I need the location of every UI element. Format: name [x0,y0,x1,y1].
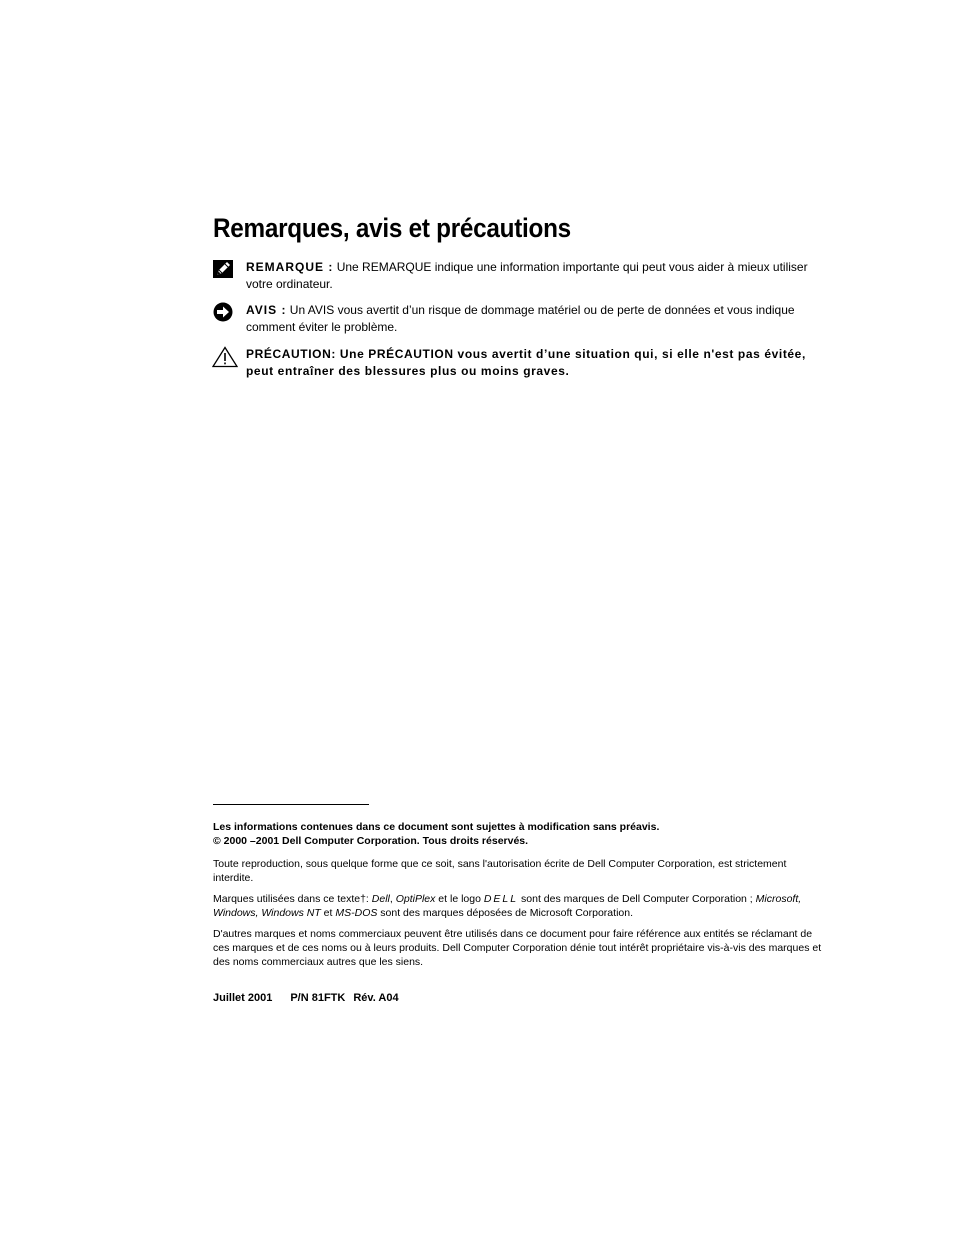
page-title: Remarques, avis et précautions [213,213,571,243]
note-text: Une REMARQUE indique une information importante qui peut vous aider à mieux utiliser votre ordinateur. [246,260,808,291]
trademark-logo-text: et le logo [435,893,484,905]
trademark-msdos: MS-DOS [335,907,378,919]
trademark-and: et [320,907,336,919]
dell-logo: DELL [483,893,519,905]
notice-label: AVIS : [246,303,287,317]
caution-label: PRÉCAUTION: [246,347,336,361]
note-block [212,259,812,293]
notice-block [212,302,812,336]
legal-copyright: © 2000 –2001 Dell Computer Corporation. Tous droits réservés. [213,835,529,847]
trademark-sep: , [389,893,396,905]
pencil-note-icon [212,259,236,281]
footer-revision: Rév. A04 [353,992,399,1004]
legal-notice-change: Les informations contenues dans ce document sont sujettes à modification sans préavis. [213,821,660,833]
caution-text: Une PRÉCAUTION vous avertit d’une situation qui, si elle n'est pas évitée, peut entraîner des blessures plus ou moins graves. [246,347,806,378]
trademark-optiplex: OptiPlex [395,893,436,905]
legal-other-marks: D'autres marques et noms commerciaux peuvent être utilisés dans ce document pour faire référence aux entités se réclamant de ces marques et de ces noms ou à leurs produits. Dell Computer Corporation dénie tout intérêt propriétaire vis-à-vis des marques et des noms commerciaux autres que les siens. [213,928,822,968]
trademarks-intro: Marques utilisées dans ce texte†: [213,893,372,905]
warning-triangle-icon [212,346,236,368]
notice-text: Un AVIS vous avertit d’un risque de dommage matériel ou de perte de données et vous indique comment éviter le problème. [246,303,795,334]
trademark-microsoft: Microsoft, Windows, Windows NT [213,893,802,919]
trademark-ms-owner: sont des marques déposées de Microsoft Corporation. [377,907,633,919]
arrow-circle-icon [212,302,236,324]
footnote-divider [213,804,369,805]
trademark-dell-owner: sont des marques de Dell Computer Corporation ; [518,893,756,905]
note-label: REMARQUE : [246,260,334,274]
document-footer [213,992,399,1004]
trademark-dell: Dell [371,893,390,905]
legal-reproduction: Toute reproduction, sous quelque forme que ce soit, sans l'autorisation écrite de Dell Computer Corporation, est strictement interdite. [213,858,787,884]
legal-trademarks [213,892,823,920]
footer-part-number: P/N 81FTK [290,992,346,1004]
footer-date: Juillet 2001 [213,992,273,1004]
caution-block [212,346,812,380]
